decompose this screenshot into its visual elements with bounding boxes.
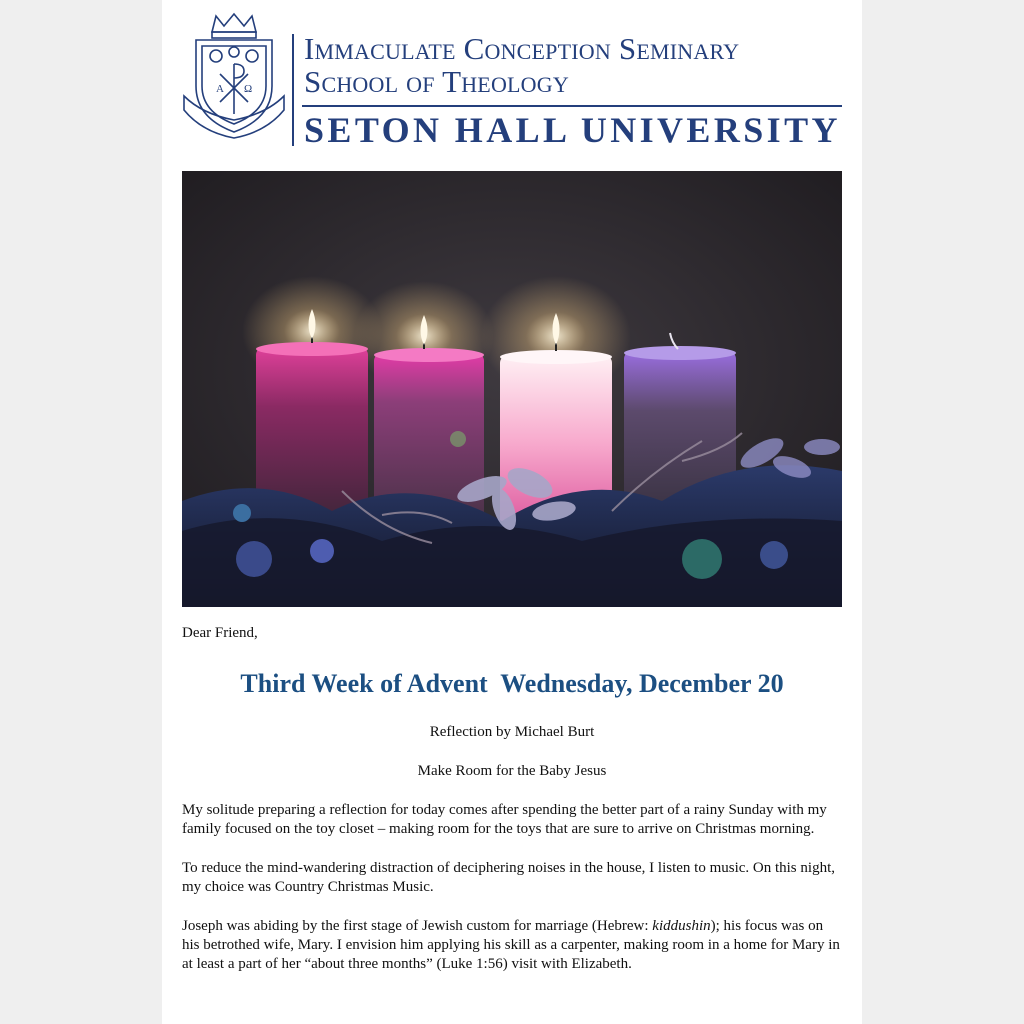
seminary-logo[interactable] [182, 8, 842, 150]
logo-rule [302, 105, 842, 107]
svg-text:Ω: Ω [244, 83, 253, 95]
paragraph-3-start: Joseph was abiding by the first stage of Jewish custom for marriage (Hebrew: [182, 918, 653, 934]
reflection-letter [182, 624, 842, 994]
seminary-crest-icon [182, 10, 286, 148]
logo-seminary-name: Immaculate Conception Seminary [304, 31, 740, 66]
svg-text:A: A [216, 83, 224, 95]
logo-school-name: School of Theology [304, 64, 569, 99]
logo-university-name: SETON HALL UNIVERSITY [304, 110, 841, 150]
paragraph-3-end: ); his focus was on his betrothed wife, Mary. I envision him applying his skill as a carpenter, making room in a home for Mary in at least a part of her “about three months” (Luke 1:56) visit with Elizabeth. [182, 918, 840, 972]
reflection-subtitle: Make Room for the Baby Jesus [417, 763, 607, 779]
paragraph-2: To reduce the mind-wandering distraction of deciphering noises in the house, I listen to music. On this night, my choice was Country Christmas Music. [182, 860, 835, 895]
advent-candles-image [182, 171, 842, 607]
paragraph-1: My solitude preparing a reflection for today comes after spending the better part of a rainy Sunday with my family focused on the toy closet – making room for the toys that are sure to arrive on Christmas morning. [182, 802, 827, 837]
reflection-byline: Reflection by Michael Burt [429, 724, 595, 740]
greeting: Dear Friend, [182, 625, 258, 641]
logo-divider [292, 34, 294, 146]
hebrew-term: kiddushin [652, 918, 711, 934]
reflection-title: Third Week of Advent Wednesday, December 20 [240, 669, 784, 698]
email-body [162, 0, 862, 1024]
paragraph-3 [182, 917, 842, 974]
